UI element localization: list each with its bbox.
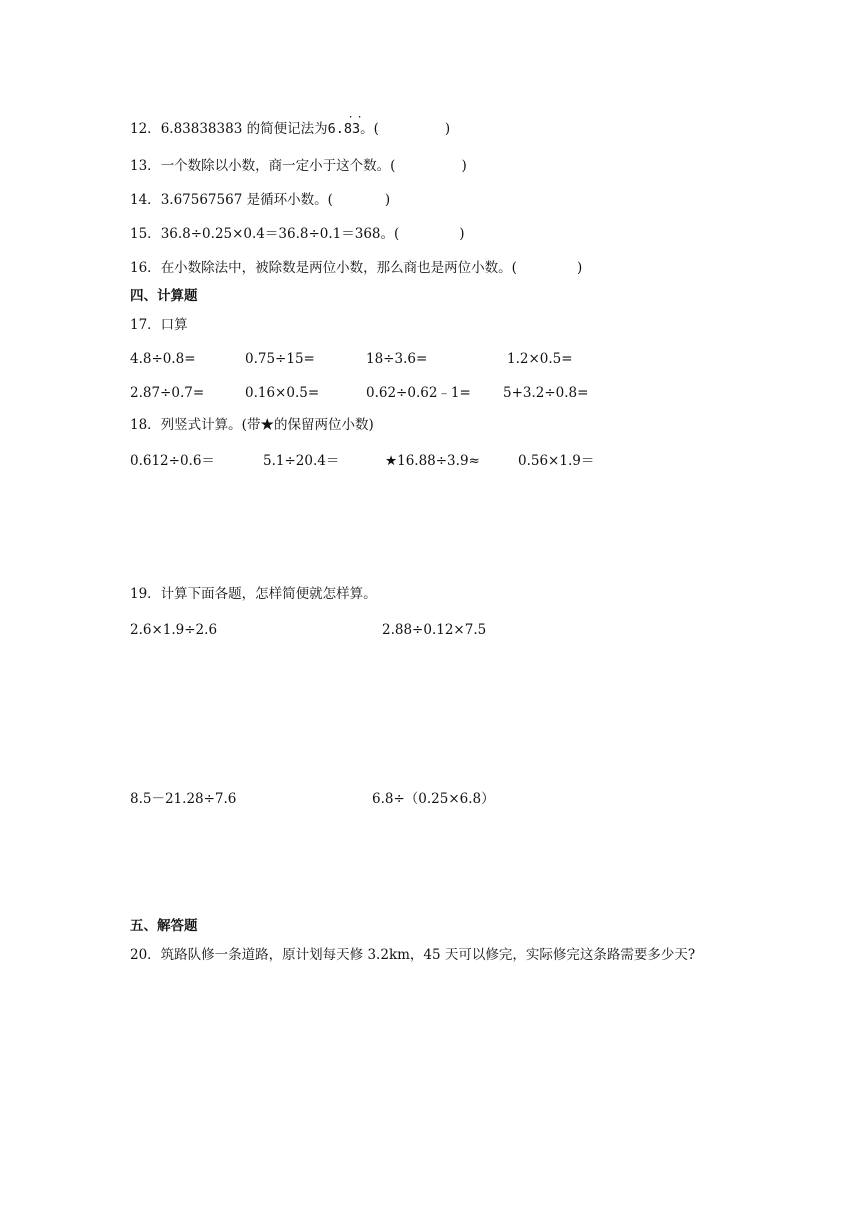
oral-calc-item: 1.2×0.5= bbox=[507, 351, 573, 367]
question-number: 16． bbox=[130, 260, 161, 276]
oral-calc-item: 5+3.2÷0.8= bbox=[503, 385, 589, 401]
answer-close: ) bbox=[576, 260, 583, 276]
section-heading-word-problems: 五、解答题 bbox=[130, 918, 198, 934]
question-12 bbox=[130, 112, 451, 138]
simplify-calc-item: 6.8÷（0.25×6.8） bbox=[372, 791, 495, 807]
simplify-calc-item: 2.88÷0.12×7.5 bbox=[382, 622, 487, 638]
question-16 bbox=[130, 259, 582, 277]
oral-calc-item: 0.75÷15= bbox=[245, 351, 315, 367]
vertical-calc-item: 0.56×1.9＝ bbox=[518, 453, 595, 469]
question-number: 13． bbox=[130, 158, 161, 174]
question-text: 在小数除法中，被除数是两位小数，那么商也是两位小数。( bbox=[160, 260, 517, 276]
answer-open: 。( bbox=[360, 121, 379, 137]
question-text: 36.8÷0.25×0.4＝36.8÷0.1＝368。( bbox=[160, 226, 400, 242]
repeat-dot-2: · bbox=[356, 112, 363, 123]
question-number: 12． bbox=[130, 121, 161, 137]
simplify-calc-item: 2.6×1.9÷2.6 bbox=[130, 622, 218, 638]
question-14 bbox=[130, 191, 390, 209]
section-heading-calculation: 四、计算题 bbox=[130, 288, 198, 304]
question-18-title: 18．列竖式计算。(带★的保留两位小数) bbox=[130, 417, 374, 433]
oral-calc-item: 18÷3.6= bbox=[366, 351, 428, 367]
oral-calc-item: 0.62÷0.62﹣1= bbox=[366, 385, 471, 401]
question-text: 6.83838383 的简便记法为 bbox=[160, 121, 328, 137]
question-19-title: 19．计算下面各题，怎样简便就怎样算。 bbox=[130, 586, 377, 602]
question-20: 20．筑路队修一条道路，原计划每天修 3.2km，45 天可以修完，实际修完这条路需要多少天? bbox=[130, 947, 696, 963]
vertical-calc-item: 0.612÷0.6＝ bbox=[130, 453, 215, 469]
question-text: 一个数除以小数，商一定小于这个数。( bbox=[160, 158, 396, 174]
oral-calc-item: 0.16×0.5= bbox=[245, 385, 320, 401]
answer-close: ) bbox=[384, 192, 391, 208]
simplify-calc-item: 8.5－21.28÷7.6 bbox=[130, 791, 237, 807]
question-number: 15． bbox=[130, 226, 161, 242]
question-15 bbox=[130, 225, 465, 243]
oral-calc-item: 4.8÷0.8= bbox=[130, 351, 196, 367]
repeat-dot-1: · bbox=[347, 112, 354, 123]
answer-close: ) bbox=[444, 121, 451, 137]
question-number: 14． bbox=[130, 192, 161, 208]
repeating-decimal bbox=[327, 112, 363, 138]
oral-calc-item: 2.87÷0.7= bbox=[130, 385, 205, 401]
repeating-decimal-value: 6.83 bbox=[327, 121, 361, 137]
question-13 bbox=[130, 157, 467, 175]
vertical-calc-item: ★16.88÷3.9≈ bbox=[385, 453, 480, 469]
answer-close: ) bbox=[461, 158, 467, 174]
question-text: 3.67567567 是循环小数。( bbox=[160, 192, 333, 208]
question-17-title: 17．口算 bbox=[130, 317, 188, 333]
answer-close: ) bbox=[459, 226, 465, 242]
vertical-calc-item: 5.1÷20.4＝ bbox=[263, 453, 340, 469]
